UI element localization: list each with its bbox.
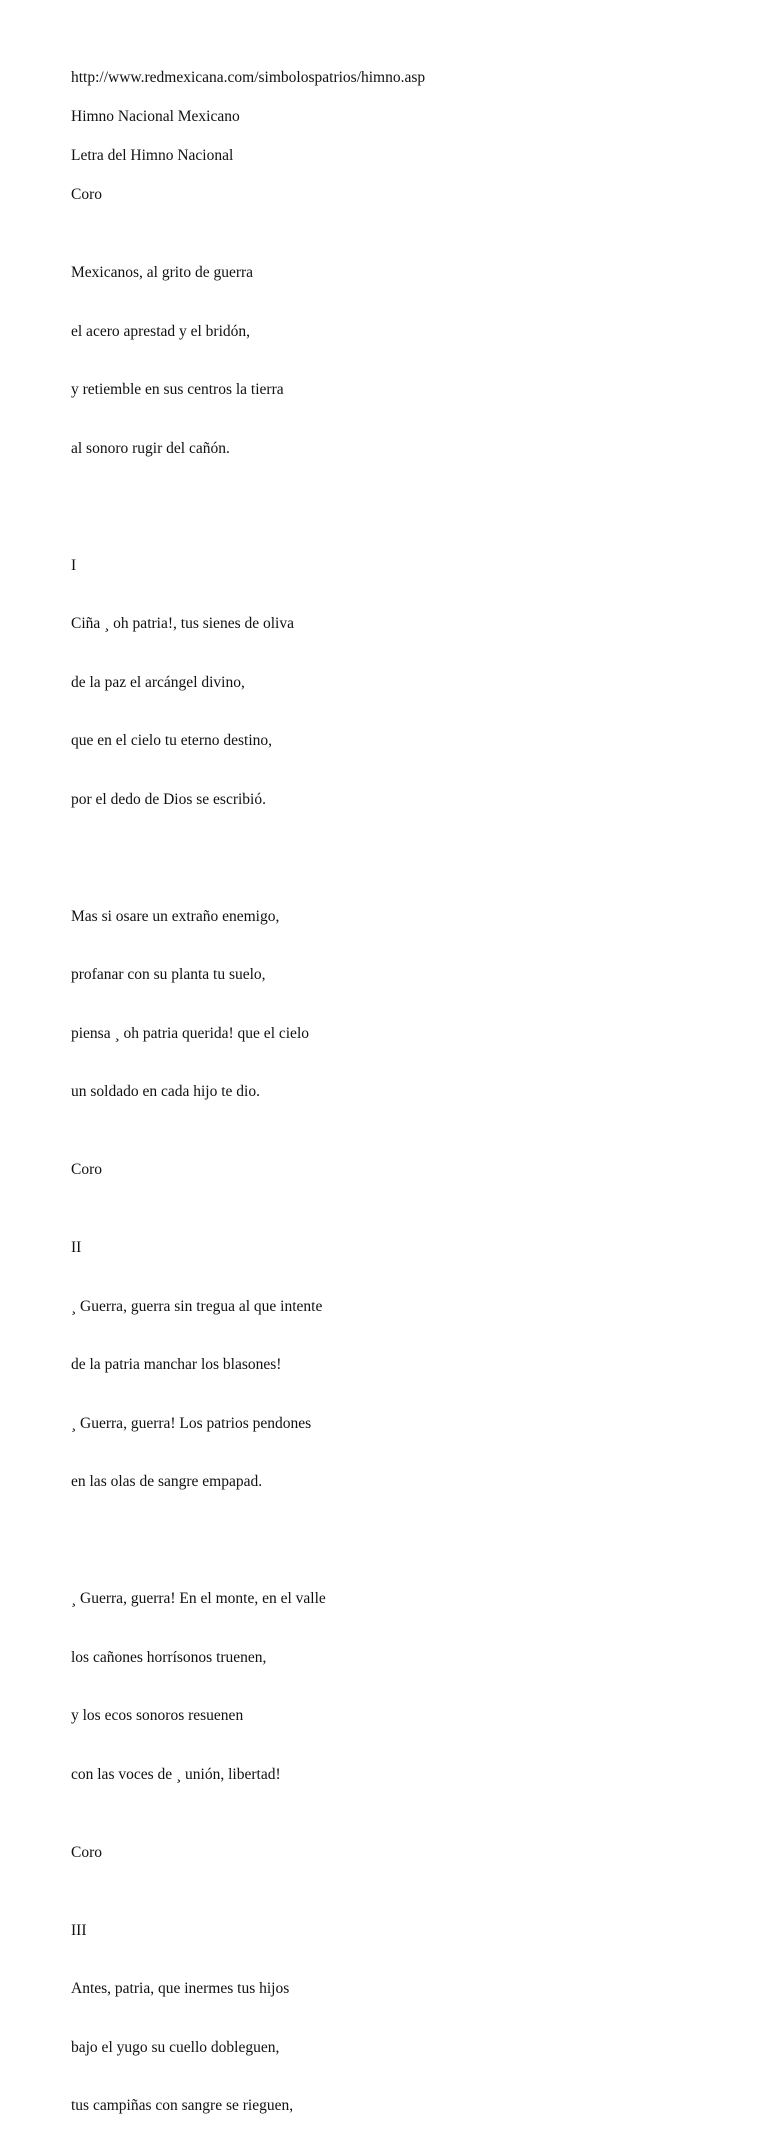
verse-line: un soldado en cada hijo te dio. bbox=[71, 1083, 260, 1100]
verse-line: y retiemble en sus centros la tierra bbox=[71, 381, 284, 398]
verse-line: que en el cielo tu eterno destino, bbox=[71, 732, 273, 749]
verse-line: Mexicanos, al grito de guerra bbox=[71, 264, 254, 281]
coro-label: Coro bbox=[71, 186, 102, 203]
coro-stanza bbox=[71, 224, 731, 497]
verse-line: de la paz el arcángel divino, bbox=[71, 673, 245, 691]
document-subtitle: Letra del Himno Nacional bbox=[71, 147, 234, 164]
stanza-3-part-a bbox=[71, 1882, 731, 2155]
verse-line: Antes, patria, que inermes tus hijos bbox=[71, 1980, 290, 1997]
verse-line: Mas si osare un extraño enemigo, bbox=[71, 907, 280, 925]
verse-line: por el dedo de Dios se escribió. bbox=[71, 790, 266, 808]
verse-line: ¸ Guerra, guerra! Los patrios pendones bbox=[71, 1414, 312, 1432]
stanza-numeral: II bbox=[71, 1239, 82, 1256]
verse-line: de la patria manchar los blasones! bbox=[71, 1356, 282, 1373]
verse-line: tus campiñas con sangre se rieguen, bbox=[71, 2097, 294, 2114]
stanza-2-part-b bbox=[71, 1550, 731, 1823]
coro-label: Coro bbox=[71, 1843, 102, 1861]
verse-line: ¸ Guerra, guerra sin tregua al que intente bbox=[71, 1297, 323, 1315]
verse-line: Ciña ¸ oh patria!, tus sienes de oliva bbox=[71, 615, 294, 632]
verse-line: bajo el yugo su cuello dobleguen, bbox=[71, 2038, 280, 2056]
verse-line: piensa ¸ oh patria querida! que el cielo bbox=[71, 1024, 309, 1042]
verse-line: con las voces de ¸ unión, libertad! bbox=[71, 1765, 281, 1783]
stanza-2-part-a bbox=[71, 1199, 731, 1531]
verse-line: al sonoro rugir del cañón. bbox=[71, 439, 230, 457]
verse-line: el acero aprestad y el bridón, bbox=[71, 322, 251, 340]
document-title: Himno Nacional Mexicano bbox=[71, 108, 240, 125]
source-url: http://www.redmexicana.com/simbolospatrios/himno.asp bbox=[71, 69, 426, 86]
verse-line: los cañones horrísonos truenen, bbox=[71, 1648, 267, 1666]
verse-line: ¸ Guerra, guerra! En el monte, en el valle bbox=[71, 1590, 326, 1607]
verse-line: en las olas de sangre empapad. bbox=[71, 1473, 263, 1490]
coro-label: Coro bbox=[71, 1161, 102, 1178]
verse-line: y los ecos sonoros resuenen bbox=[71, 1707, 244, 1724]
stanza-numeral: I bbox=[71, 556, 77, 574]
verse-line: profanar con su planta tu suelo, bbox=[71, 966, 266, 983]
document-page bbox=[71, 68, 731, 2155]
stanza-numeral: III bbox=[71, 1921, 87, 1939]
stanza-1-part-b bbox=[71, 868, 731, 1141]
stanza-1-part-a bbox=[71, 517, 731, 849]
